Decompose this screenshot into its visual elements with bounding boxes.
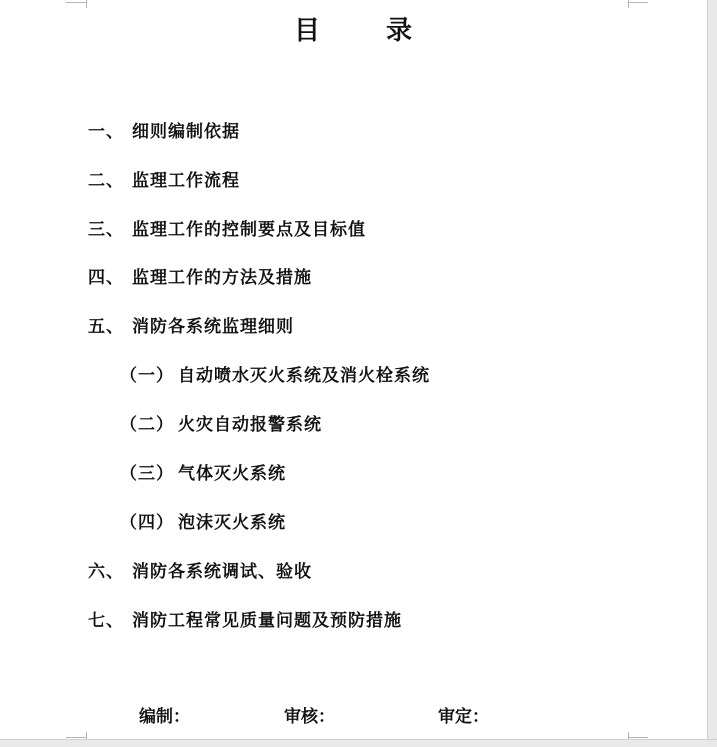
toc-entry	[88, 166, 240, 191]
signature-compiled: 编制：	[139, 707, 190, 727]
crop-mark	[628, 0, 629, 8]
toc-number: 四、	[88, 268, 124, 288]
title-right-char: 录	[386, 16, 415, 46]
window-bottom-edge	[0, 739, 717, 747]
toc-text: 监理工作流程	[132, 171, 240, 191]
crop-mark	[66, 2, 86, 3]
toc-text: 监理工作的方法及措施	[132, 268, 312, 288]
toc-subentry	[120, 410, 322, 435]
toc-number: 七、	[88, 611, 124, 631]
page-title	[0, 10, 708, 47]
toc-entry	[88, 312, 294, 337]
toc-number: 五、	[88, 317, 124, 337]
crop-mark	[628, 737, 648, 738]
toc-number: （四）	[120, 513, 174, 533]
signature-approved: 审定：	[438, 707, 489, 727]
toc-entry	[88, 263, 312, 288]
toc-entry	[88, 557, 312, 582]
window-right-edge	[707, 0, 717, 747]
toc-subentry	[120, 508, 286, 533]
toc-text: 自动喷水灭火系统及消火栓系统	[178, 366, 430, 386]
toc-number: 一、	[88, 122, 124, 142]
signature-reviewed: 审核：	[284, 707, 335, 727]
toc-text: 气体灭火系统	[178, 464, 286, 484]
toc-number: 六、	[88, 562, 124, 582]
toc-text: 监理工作的控制要点及目标值	[132, 220, 366, 240]
toc-number: 三、	[88, 220, 124, 240]
toc-entry	[88, 117, 240, 142]
toc-number: （三）	[120, 464, 174, 484]
toc-text: 细则编制依据	[132, 122, 240, 142]
toc-text: 火灾自动报警系统	[178, 415, 322, 435]
toc-entry	[88, 606, 402, 631]
toc-entry	[88, 215, 366, 240]
toc-text: 消防各系统调试、验收	[132, 562, 312, 582]
toc-number: （一）	[120, 366, 174, 386]
toc-text: 消防工程常见质量问题及预防措施	[132, 611, 402, 631]
toc-number: （二）	[120, 415, 174, 435]
toc-text: 消防各系统监理细则	[132, 317, 294, 337]
title-left-char: 目	[293, 16, 322, 46]
toc-subentry	[120, 361, 430, 386]
crop-mark	[628, 2, 648, 3]
crop-mark	[66, 737, 86, 738]
toc-subentry	[120, 459, 286, 484]
crop-mark	[86, 0, 87, 8]
toc-text: 泡沫灭火系统	[178, 513, 286, 533]
toc-number: 二、	[88, 171, 124, 191]
